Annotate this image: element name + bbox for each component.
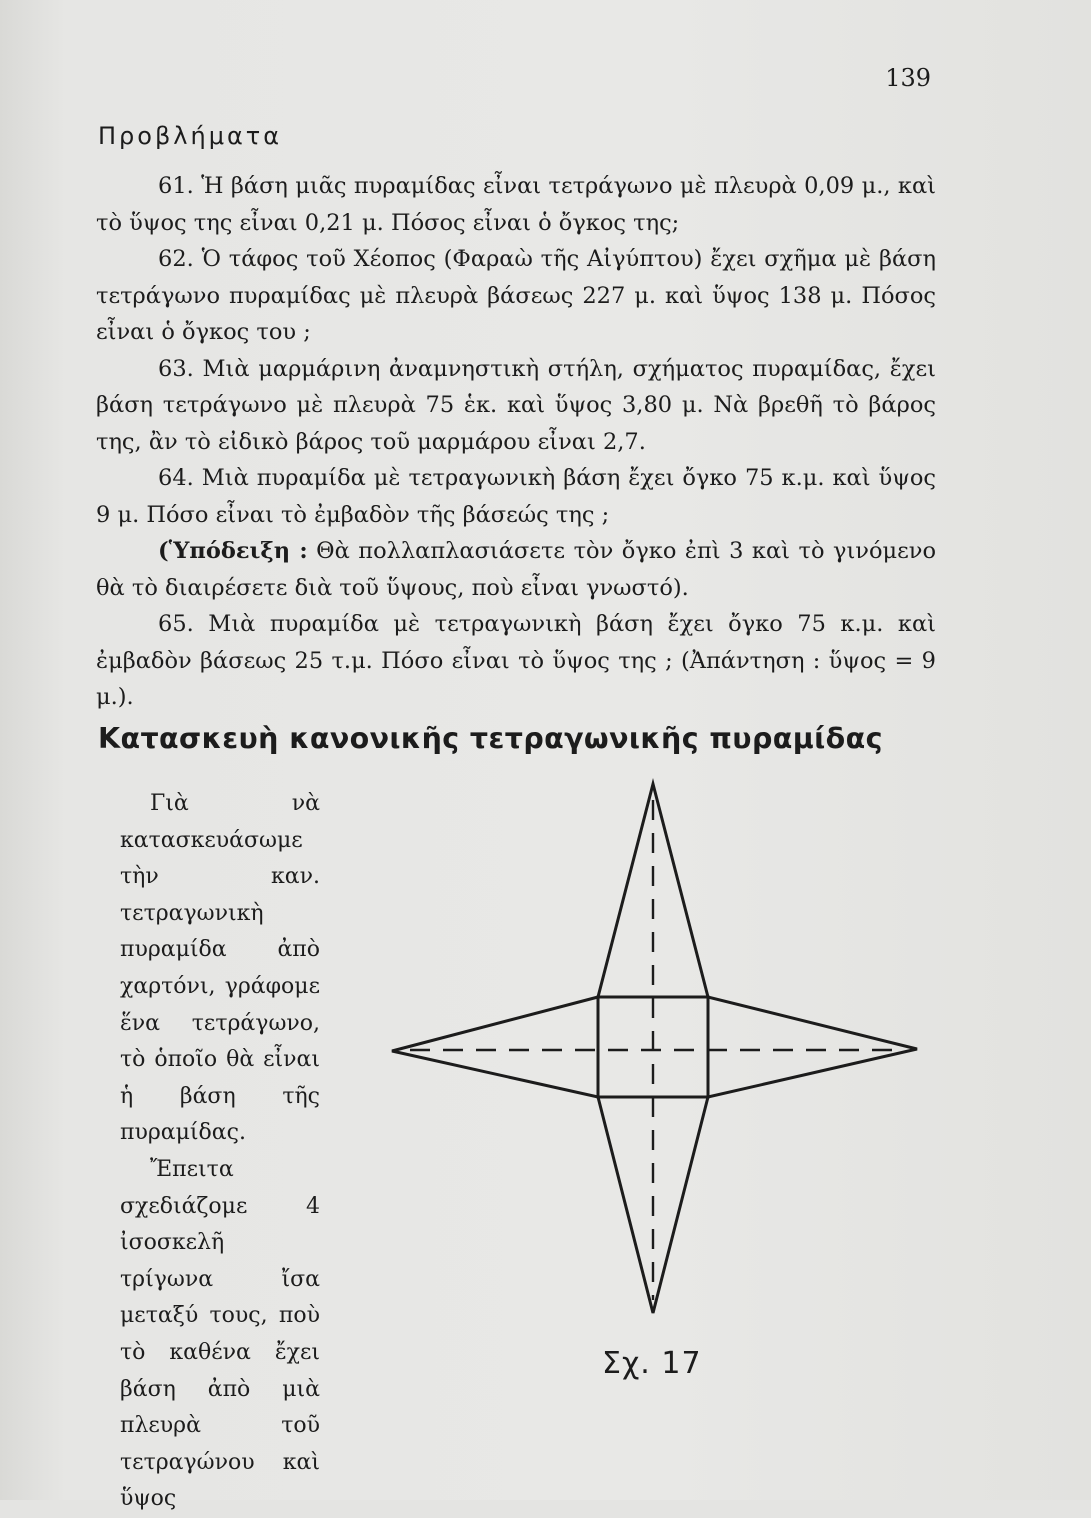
hint-text: Θὰ πολλαπλασιάσετε τὸν ὄγκο ἐπὶ 3 καὶ τὸ γινόμενο θὰ τὸ διαιρέσετε διὰ τοῦ ὕψους, ποὺ εἶναι γνωστό).	[96, 538, 936, 601]
page-number: 139	[885, 64, 931, 92]
problem-63: 63. Μιὰ μαρμάρινη ἀναμνηστικὴ στήλη, σχήματος πυραμίδας, ἔχει βάση τετράγωνο μὲ πλευρὰ 75 ἑκ. καὶ ὕψος 3,80 μ. Νὰ βρεθῆ τὸ βάρος της, ἂν τὸ εἰδικὸ βάρος τοῦ μαρμάρου εἶναι 2,7.	[96, 355, 936, 455]
problems-heading: Προβλήματα	[98, 122, 283, 150]
problems-list	[96, 168, 936, 716]
construction-paragraph-2: Ἔπειτα σχεδιάζομε 4 ἰσοσκελῆ τρίγωνα ἴσα μεταξύ τους, ποὺ τὸ καθένα ἔχει βάση ἀπὸ μιὰ πλευρὰ τοῦ τετραγώνου καὶ ὕψος	[120, 1156, 320, 1512]
problem-65: 65. Μιὰ πυραμίδα μὲ τετραγωνικὴ βάση ἔχει ὄγκο 75 κ.μ. καὶ ἐμβαδὸν βάσεως 25 τ.μ. Πόσο εἶναι τὸ ὕψος της ; (Ἀπάντηση : ὕψος = 9 μ.).	[96, 611, 936, 710]
net-triangle-right	[708, 997, 917, 1097]
hint-label: (Ὑπόδειξη :	[158, 538, 308, 564]
net-triangle-left	[392, 997, 598, 1097]
problem-61: 61. Ἡ βάση μιᾶς πυραμίδας εἶναι τετράγωνο μὲ πλευρὰ 0,09 μ., καὶ τὸ ὕψος της εἶναι 0,21 μ. Πόσος εἶναι ὁ ὄγκος της;	[96, 173, 936, 236]
construction-paragraph-1: Γιὰ νὰ κατασκευάσωμε τὴν καν. τετραγωνικὴ πυραμίδα ἀπὸ χαρτόνι, γράφομε ἕνα τετράγωνο, τὸ ὁποῖο θὰ εἶναι ἡ βάση τῆς πυραμίδας.	[120, 791, 320, 1146]
problem-64: 64. Μιὰ πυραμίδα μὲ τετραγωνικὴ βάση ἔχει ὄγκο 75 κ.μ. καὶ ὕψος 9 μ. Πόσο εἶναι τὸ ἐμβαδὸν τῆς βάσεώς της ;	[96, 465, 936, 528]
figure-caption: Σχ. 17	[602, 1346, 702, 1381]
construction-heading: Κατασκευὴ κανονικῆς τετραγωνικῆς πυραμίδας	[98, 722, 883, 755]
problem-62: 62. Ὁ τάφος τοῦ Χέοπος (Φαραὼ τῆς Αἰγύπτου) ἔχει σχῆμα μὲ βάση τετράγωνο πυραμίδας μὲ πλευρὰ βάσεως 227 μ. καὶ ὕψος 138 μ. Πόσος εἶναι ὁ ὄγκος του ;	[96, 246, 936, 345]
pyramid-net-figure	[384, 776, 924, 1320]
construction-text	[120, 786, 320, 1518]
hint-paragraph	[96, 533, 936, 606]
